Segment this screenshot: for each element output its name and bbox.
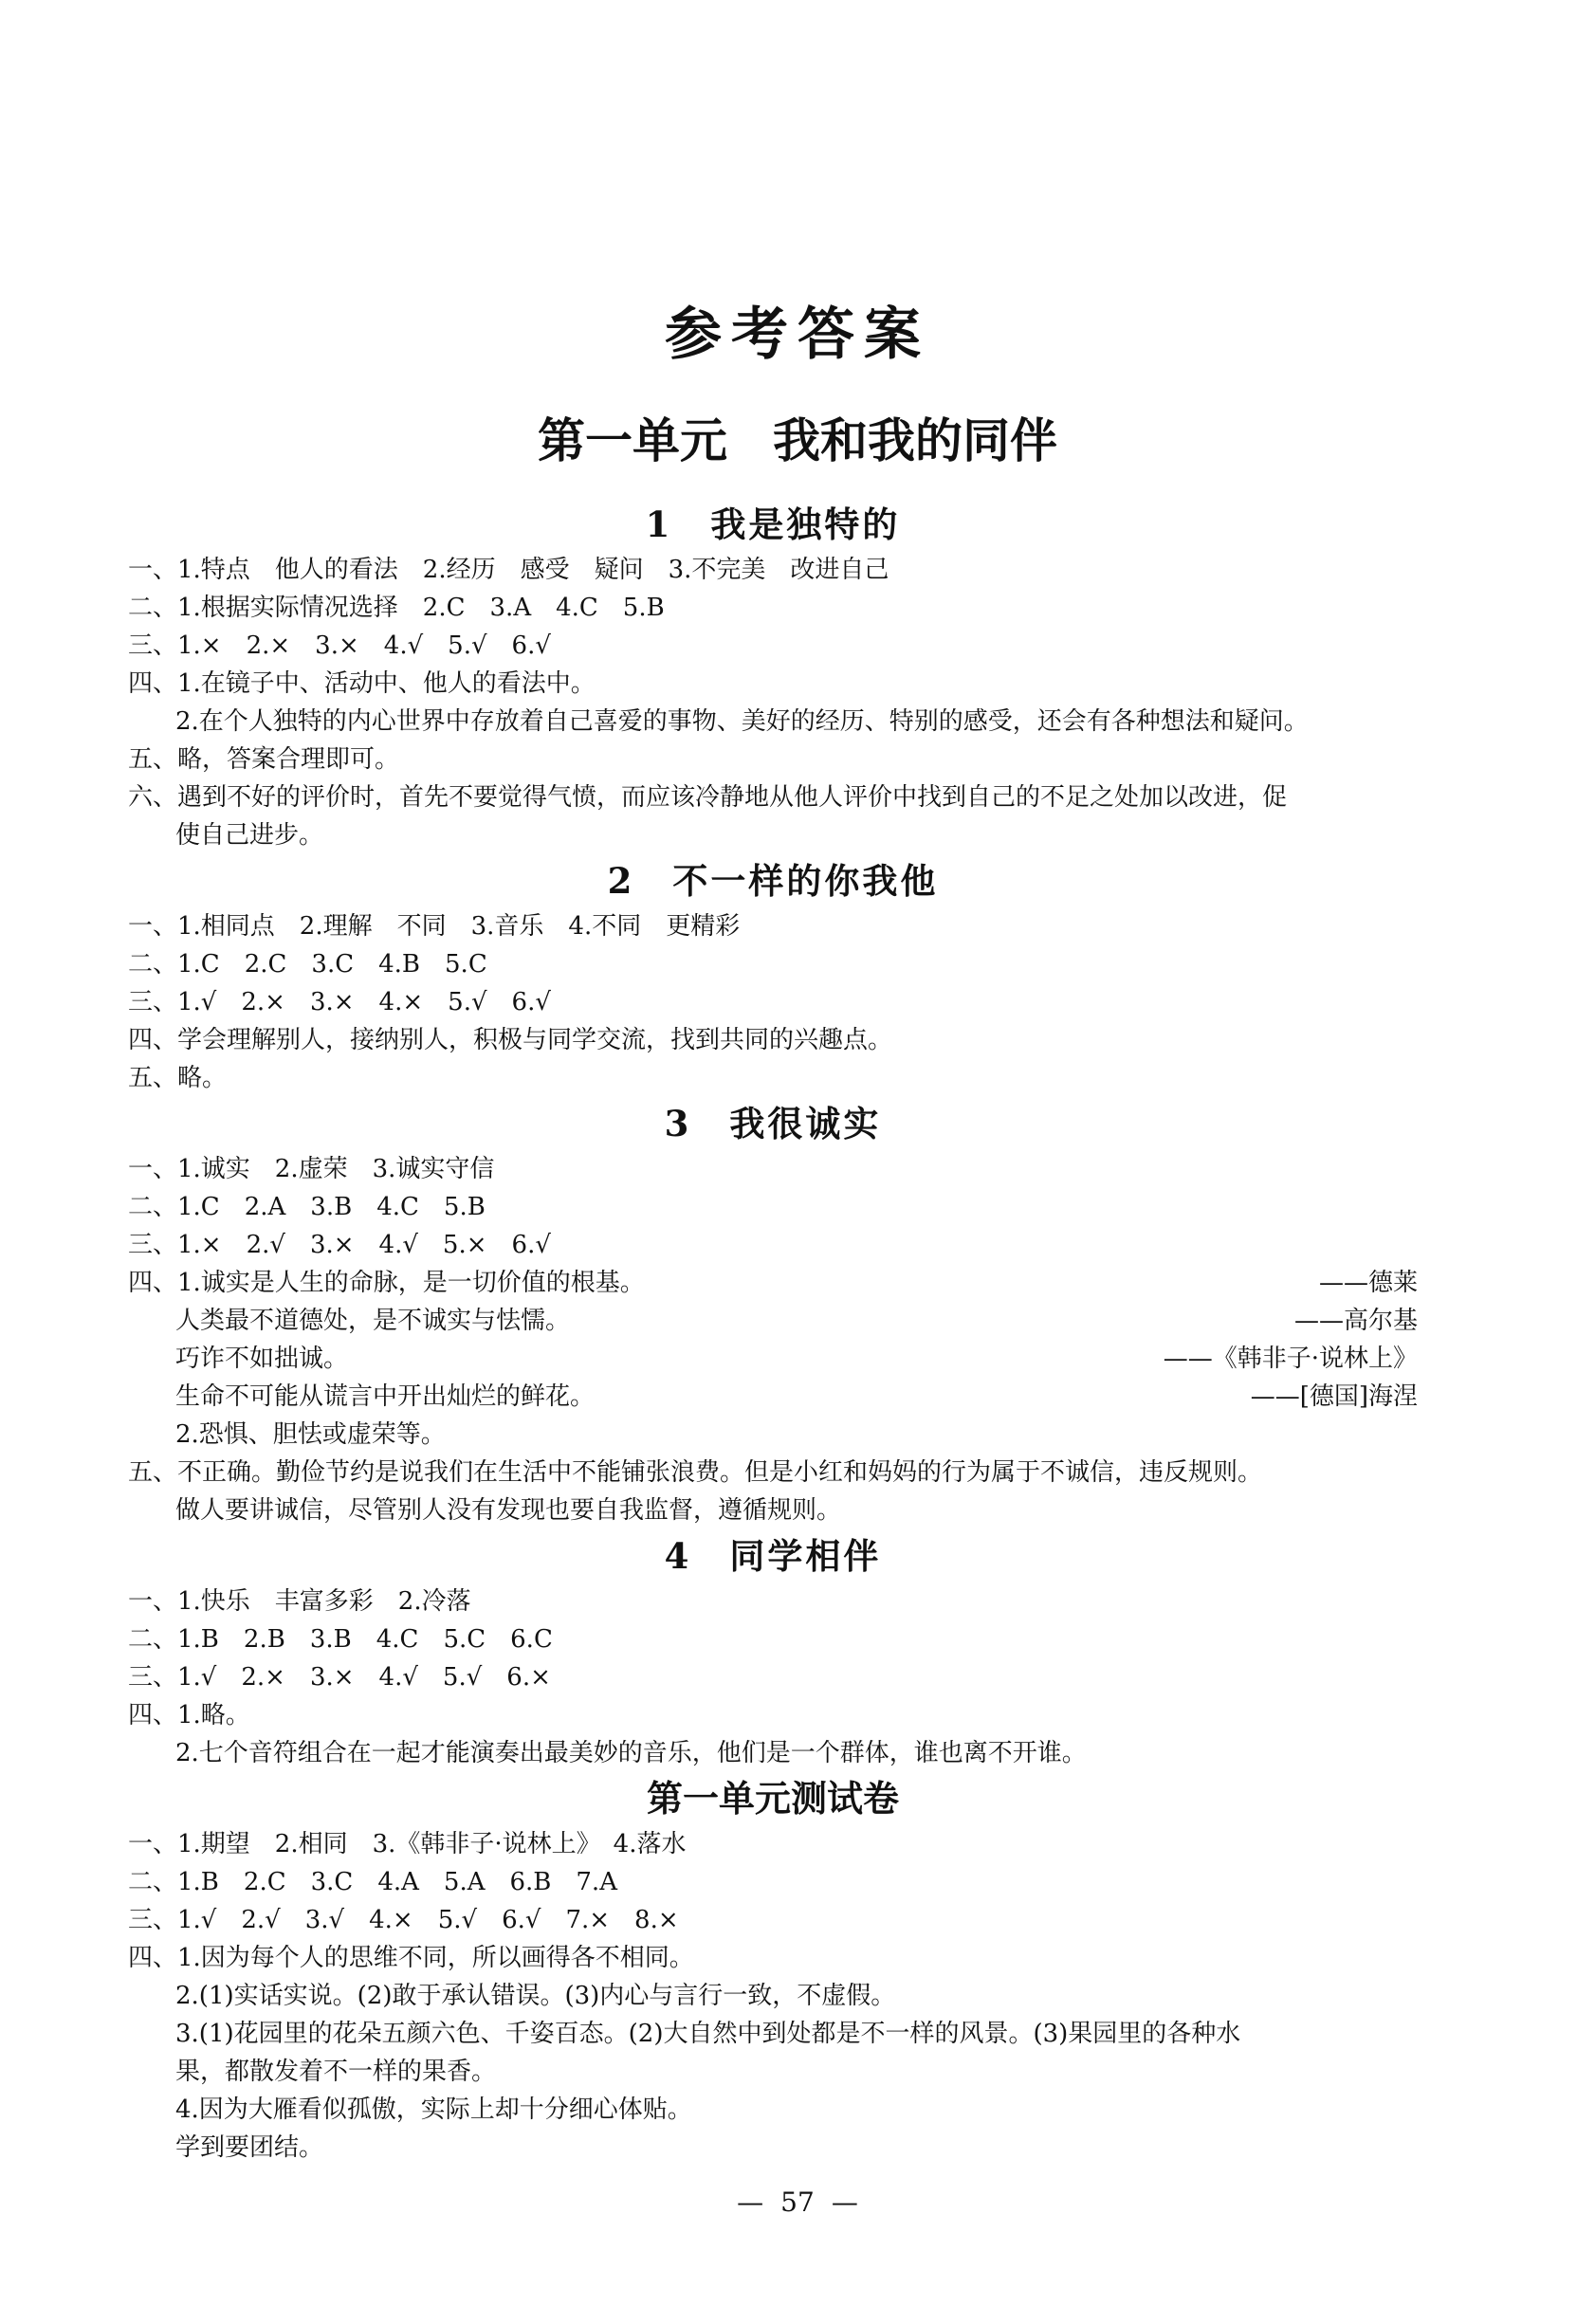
lesson-name: 我是独特的	[710, 503, 901, 545]
answer-line: 学到要团结。	[175, 2133, 324, 2162]
quote-text: 四、1.诚实是人生的命脉，是一切价值的根基。	[128, 1269, 645, 1297]
answer-line: 三、1.√ 2.√ 3.√ 4.× 5.√ 6.√ 7.× 8.×	[128, 1906, 679, 1934]
answer-line: 四、学会理解别人，接纳别人，积极与同学交流，找到共同的兴趣点。	[128, 1026, 893, 1054]
quote-line	[128, 1264, 1418, 1302]
unit-test	[128, 1772, 1418, 2167]
unit-test-title: 第一单元测试卷	[646, 1778, 899, 1820]
quote-line	[128, 1302, 1418, 1340]
lesson-number: 1	[645, 503, 673, 545]
answer-line: 2.恐惧、胆怯或虚荣等。	[175, 1420, 446, 1449]
quote-source: ——《韩非子·说林上》	[1163, 1345, 1418, 1373]
answer-line: 二、1.B 2.B 3.B 4.C 5.C 6.C	[128, 1625, 553, 1654]
lesson-1	[128, 498, 1418, 854]
answer-line: 使自己进步。	[175, 821, 324, 850]
answer-line: 二、1.B 2.C 3.C 4.A 5.A 6.B 7.A	[128, 1868, 617, 1896]
lesson-title	[128, 1097, 1418, 1150]
unit-title-name: 我和我的同伴	[773, 413, 1057, 468]
quote-line	[128, 1378, 1418, 1416]
answer-line: 2.(1)实话实说。(2)敢于承认错误。(3)内心与言行一致，不虚假。	[175, 1982, 896, 2010]
page-number-value: 57	[780, 2187, 815, 2218]
answer-line: 3.(1)花园里的花朵五颜六色、千姿百态。(2)大自然中到处都是不一样的风景。(3)果园里的各种水	[175, 2020, 1241, 2048]
lesson-title	[128, 854, 1418, 907]
answer-line: 二、1.C 2.A 3.B 4.C 5.B	[128, 1193, 486, 1221]
answer-line: 三、1.√ 2.× 3.× 4.√ 5.√ 6.×	[128, 1663, 551, 1692]
page-title: 参考答案	[665, 302, 930, 368]
answer-line: 五、略，答案合理即可。	[128, 745, 400, 774]
answer-line: 四、1.略。	[128, 1701, 250, 1729]
quote-text: 生命不可能从谎言中开出灿烂的鲜花。	[175, 1382, 596, 1411]
answer-line: 三、1.× 2.× 3.× 4.√ 5.√ 6.√	[128, 631, 551, 660]
answer-line: 果，都散发着不一样的果香。	[175, 2058, 497, 2086]
lesson-title	[128, 498, 1418, 551]
answer-line: 六、遇到不好的评价时，首先不要觉得气愤，而应该冷静地从他人评价中找到自己的不足之处加以改进，促	[128, 783, 1288, 812]
lesson-title	[128, 1529, 1418, 1583]
lesson-number: 2	[607, 860, 635, 902]
lesson-name: 我很诚实	[729, 1103, 882, 1144]
lesson-4	[128, 1529, 1418, 1772]
answer-line: 4.因为大雁看似孤傲，实际上却十分细心体贴。	[175, 2095, 692, 2124]
answer-line: 三、1.√ 2.× 3.× 4.× 5.√ 6.√	[128, 988, 551, 1016]
quote-text: 巧诈不如拙诚。	[175, 1345, 349, 1373]
quote-text: 人类最不道德处，是不诚实与怯懦。	[175, 1307, 571, 1335]
lesson-number: 3	[664, 1103, 692, 1144]
unit-title	[0, 403, 1595, 471]
page-number	[0, 2187, 1595, 2218]
lesson-name: 不一样的你我他	[672, 860, 939, 902]
quote-source: ——德莱	[1318, 1269, 1418, 1297]
answer-line: 五、不正确。勤俭节约是说我们在生活中不能铺张浪费。但是小红和妈妈的行为属于不诚信，违反规则。	[128, 1458, 1263, 1487]
answer-line: 一、1.诚实 2.虚荣 3.诚实守信	[128, 1155, 495, 1183]
answer-line: 四、1.因为每个人的思维不同，所以画得各不相同。	[128, 1944, 694, 1972]
answer-line: 2.在个人独特的内心世界中存放着自己喜爱的事物、美好的经历、特别的感受，还会有各种想法和疑问。	[175, 707, 1309, 736]
quote-line	[128, 1340, 1418, 1378]
lesson-3	[128, 1097, 1418, 1529]
unit-title-number: 第一单元	[538, 413, 727, 468]
lesson-name: 同学相伴	[729, 1535, 882, 1577]
lesson-number: 4	[664, 1535, 692, 1577]
quote-source: ——[德国]海涅	[1250, 1382, 1418, 1411]
answer-line: 二、1.根据实际情况选择 2.C 3.A 4.C 5.B	[128, 594, 665, 622]
page-number-dash-left: —	[737, 2187, 764, 2218]
answer-line: 一、1.快乐 丰富多彩 2.冷落	[128, 1587, 471, 1616]
answer-line: 二、1.C 2.C 3.C 4.B 5.C	[128, 950, 487, 979]
answer-line: 一、1.特点 他人的看法 2.经历 感受 疑问 3.不完美 改进自己	[128, 556, 889, 584]
answer-line: 三、1.× 2.√ 3.× 4.√ 5.× 6.√	[128, 1231, 551, 1259]
answer-line: 一、1.期望 2.相同 3.《韩非子·说林上》 4.落水	[128, 1830, 687, 1858]
lesson-2	[128, 854, 1418, 1097]
answer-line: 一、1.相同点 2.理解 不同 3.音乐 4.不同 更精彩	[128, 912, 741, 941]
answer-line: 五、略。	[128, 1064, 228, 1092]
answer-line: 做人要讲诚信，尽管别人没有发现也要自我监督，遵循规则。	[175, 1496, 842, 1525]
page-number-dash-right: —	[831, 2187, 858, 2218]
answer-content	[128, 498, 1418, 2167]
answer-line: 四、1.在镜子中、活动中、他人的看法中。	[128, 669, 596, 698]
answer-line: 2.七个音符组合在一起才能演奏出最美妙的音乐，他们是一个群体，谁也离不开谁。	[175, 1739, 1087, 1767]
quote-source: ——高尔基	[1293, 1307, 1418, 1335]
